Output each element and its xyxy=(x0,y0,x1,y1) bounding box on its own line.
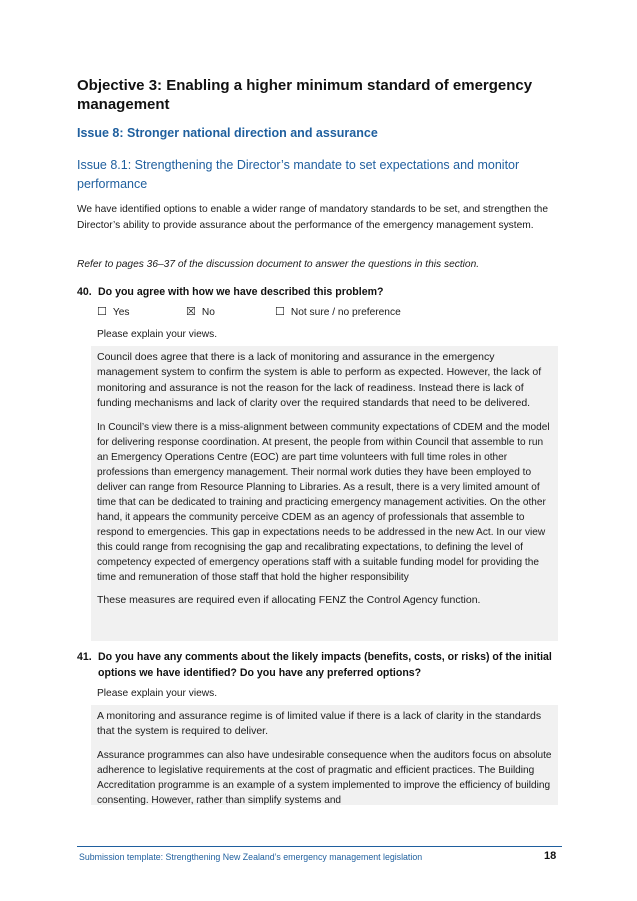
issue-heading: Issue 8: Stronger national direction and assurance xyxy=(77,126,378,140)
checkbox-unchecked-icon[interactable]: ☐ xyxy=(97,305,107,318)
question-number: 41. xyxy=(77,651,92,663)
option-label: Not sure / no preference xyxy=(290,307,401,318)
answer-paragraph: A monitoring and assurance regime is of limited value if there is a lack of clarity in the standards that the system is required to deliver. xyxy=(97,710,542,738)
answer-paragraph: Assurance programmes can also have undesirable consequence when the auditors focus on absolute adherence to legislative requirements at the cost of pragmatic and efficient practices. The Building Accreditation programme is an example of a system implemented to improve the efficiency of building consenting. However, rather than simplify systems and xyxy=(97,749,552,805)
answer-box-40[interactable] xyxy=(91,346,558,641)
intro-paragraph: We have identified options to enable a wider range of mandatory standards to be set, and strengthen the Director’s ability to provide assurance about the performance of the emergency management system. xyxy=(77,204,549,231)
answer-paragraph: In Council’s view there is a miss-alignment between community expectations of CDEM and the model for delivering response coordination. At present, the people from within Council that assemble to run an Emergency Operations Centre (EOC) are part time volunteers with full time roles in other professions than emergency management. Their normal work duties they have been employed to deliver can range from Resource Planning to Libraries. As a result, there is a very limited amount of time that can be dedicated to training and practicing emergency management activities. On the other hand, it appears the community perceive CDEM as an agency of professionals that assemble to respond to emergencies. This gap in expectations needs to be addressed in the new Act. In our view this could range from recognising the gap and recalibrating expectations, to defining the level of competency expected of emergency operations staff with a suitable funding model for providing the time and remuneration of those staff that hold the higher responsibility xyxy=(97,421,550,583)
option-label: No xyxy=(201,307,215,318)
option-no[interactable] xyxy=(186,305,215,318)
question-text: Do you agree with how we have described this problem? xyxy=(98,286,384,298)
option-yes[interactable] xyxy=(97,305,130,318)
option-not-sure[interactable] xyxy=(275,305,401,318)
answer-paragraph: Council does agree that there is a lack of monitoring and assurance in the emergency management system to confirm the system is able to perform as expected. However, the lack of monitoring and assurance is not the reason for the lack of readiness. Instead there is lack of funding mechanisms and lack of clarity over the required standards that need to be delivered. xyxy=(97,351,542,410)
page-number: 18 xyxy=(544,850,557,862)
explain-prompt: Please explain your views. xyxy=(97,688,218,699)
footer-divider xyxy=(77,846,562,847)
explain-prompt: Please explain your views. xyxy=(97,329,218,340)
footer-title: Submission template: Strengthening New Zealand’s emergency management legislation xyxy=(79,852,423,862)
checkbox-unchecked-icon[interactable]: ☐ xyxy=(275,305,285,318)
option-label: Yes xyxy=(112,307,130,318)
question-text: Do you have any comments about the likely impacts (benefits, costs, or risks) of the initial options we have identified? Do you have any preferred options? xyxy=(98,651,552,679)
question-number: 40. xyxy=(77,286,92,298)
answer-box-41[interactable] xyxy=(91,705,558,805)
subissue-heading: Issue 8.1: Strengthening the Director’s mandate to set expectations and monitor performance xyxy=(77,158,520,191)
answer-paragraph: These measures are required even if allocating FENZ the Control Agency function. xyxy=(97,593,481,606)
refer-note: Refer to pages 36–37 of the discussion document to answer the questions in this section. xyxy=(77,259,480,270)
checkbox-checked-icon[interactable]: ☒ xyxy=(186,305,196,318)
objective-heading: Objective 3: Enabling a higher minimum standard of emergency management xyxy=(77,77,533,113)
